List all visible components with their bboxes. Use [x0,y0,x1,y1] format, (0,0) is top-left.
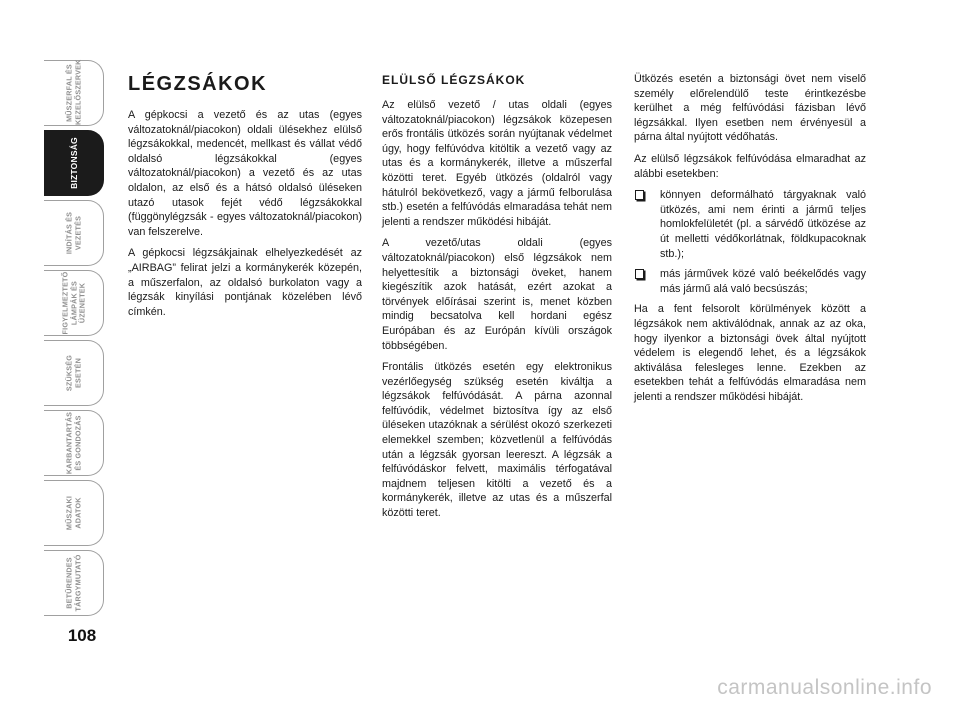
tab-technical-data[interactable] [44,480,104,546]
checkbox-bullet-icon [635,269,644,279]
tab-safety[interactable] [44,130,104,196]
tab-index[interactable] [44,550,104,616]
paragraph: A gépkocsi légzsákjainak elhelyezkedését az „AIRBAG” felirat jelzi a kormánykerék közepén, a műszerfalon, az oldalsó burkolaton vagy a légzsák kinyílási pontjának közelében lévő címkén. [128,247,362,318]
tab-label: MŰSZAKI ADATOK [64,495,82,531]
tab-label: BETŰRENDES TÁRGYMUTATÓ [64,554,82,612]
paragraph: Az elülső légzsákok felfúvódása elmaradhat az alábbi esetekben: [634,152,866,180]
tab-label: BIZTONSÁG [68,137,79,189]
tab-emergency[interactable] [44,340,104,406]
tab-warning-lights[interactable] [44,270,104,336]
checkbox-bullet-icon [635,190,644,200]
tab-label: MŰSZERFAL ÉS KEZELŐSZERVEK [64,59,82,125]
section-title: ELÜLSŐ LÉGZSÁKOK [382,73,526,87]
paragraph: A vezető/utas oldali (egyes változatoknál/piacokon) első légzsákok nem helyettesítik a biztonsági öveket, hanem kiegészítik azok hatását, ezért azokat a törvények előírásai szerint is, menet közben mindig becsatolva kell hordani egész Európában és az Európán kívüli országok többségében. [382,237,612,352]
tab-starting-driving[interactable] [44,200,104,266]
tab-label: INDÍTÁS ÉS VEZETÉS [64,211,82,255]
list-item [634,188,866,261]
tab-maintenance[interactable] [44,410,104,476]
paragraph: Az elülső vezető / utas oldali (egyes változatoknál/piacokon) légzsákok közepesen erős frontális ütközés során nyújtanak védelmet úgy, hogy felfúvódva kitöltik a vezető vagy az utas és a kormánykerék, illetve a műszerfal közötti teret. Egyéb ütközés (oldalról vagy hátulról bekövetkező, vagy a jármű felborulása stb.) esetén a felfúvódás elmaradása tehát nem jelenti a rendszer működési hibáját. [382,99,612,228]
tab-label: SZÜKSÉG ESETÉN [64,354,82,392]
page-number: 108 [67,626,97,645]
tab-controls[interactable] [44,60,104,126]
paragraph: Ha a fent felsorolt körülmények között a légzsákok nem aktiválódnak, annak az az oka, hogy ilyenkor a biztonsági övek által nyújtott védelem is elegendő lehet, és a légzsákok aktiválása felesleges lenne. Ezekben az esetekben tehát a felfúvódás elmaradása nem jelenti a rendszer működési hibáját. [634,303,866,403]
column-front-airbags [382,72,612,528]
watermark: carmanualsonline.info [717,676,932,699]
column-airbags-intro [128,72,362,326]
list-item [634,267,866,296]
tab-label: KARBANTARTÁS ÉS GONDOZÁS [64,411,82,475]
list-item-text: könnyen deformálható tárgyaknak való ütközés, ami nem érinti a jármű teljes homlokfelületét (pl. a sárvédő ütközése az út melletti védőkorlátnak, földkupacoknak stb.); [660,189,866,260]
paragraph: Frontális ütközés esetén egy elektronikus vezérlőegység szükség esetén kiváltja a légzsákok felfúvódását. A párna azonnal felfúvódik, védelmet biztosítva így az első üléseken utazóknak a sérülést okozó szerkezeti elemekkel szemben; közvetlenül a felfúvódás után a légzsák gyorsan leereszt. A légzsák a felfúvódáskor felvett, maximális térfogatával majdnem teljesen kitölti a vezető és a kormánykerék, illetve az utas és a műszerfal közötti teret. [382,361,612,520]
list-item-text: más járművek közé való beékelődés vagy más jármű alá való becsúszás; [660,268,866,295]
tab-label: FIGYELMEZTETŐ LÁMPÁK ÉS ÜZENETEK [59,271,86,335]
chapter-tab-strip [44,60,104,620]
paragraph: Ütközés esetén a biztonsági övet nem viselő személy előrelendülő teste érintkezésbe kerülhet a még felfúvódási fázisban lévő légzsákkal. Ilyen esetben nem érvényesül a párna által nyújtott védőhatás. [634,73,866,144]
column-deployment-conditions [634,72,866,411]
page-title: LÉGZSÁKOK [128,73,268,95]
paragraph: A gépkocsi a vezető és az utas (egyes változatoknál/piacokon) oldali ülésekhez elülső légzsákokkal, medencét, mellkast és vállat védő oldalsó légzsákokkal (egyes változatoknál/piacokon) a vezető és az utas oldalon, az első és a hátsó oldalsó üléseken utazó utasok fejét védő légzsákokkal (függönylégzsák - egyes változatoknál/piacokon) van felszerelve. [128,109,362,238]
